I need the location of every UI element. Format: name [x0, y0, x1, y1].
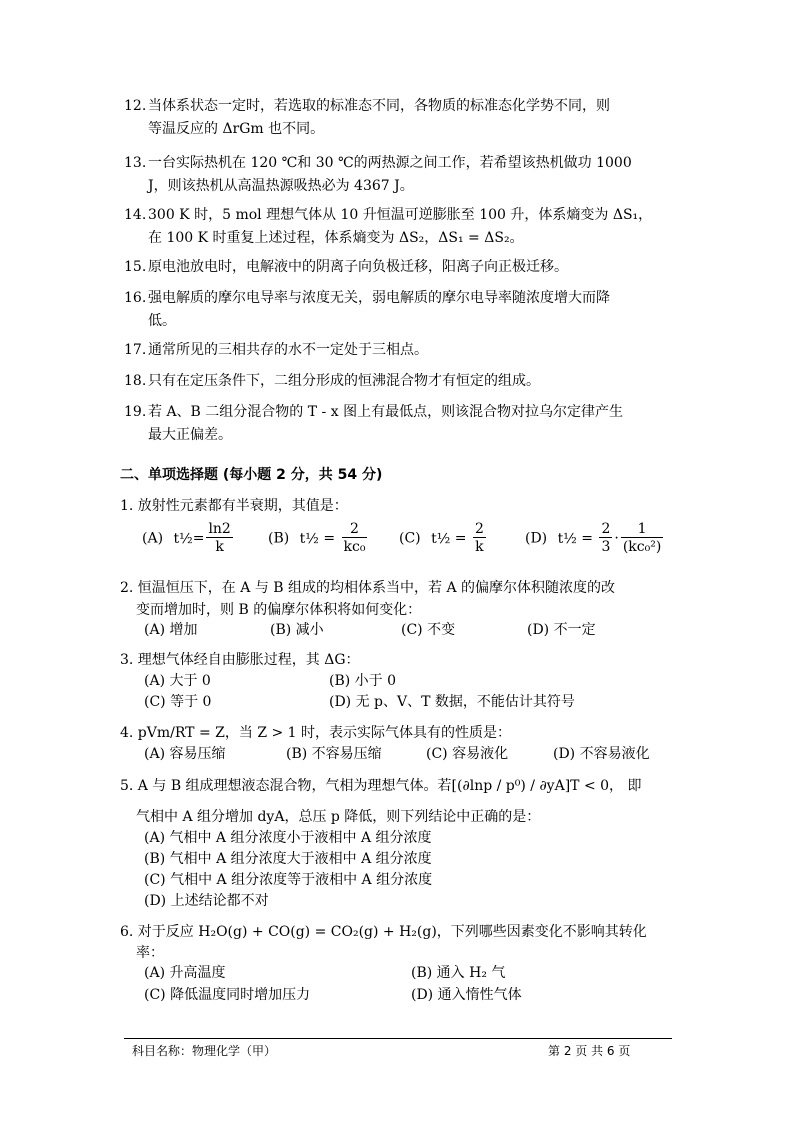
fraction: $\frac{2}{3}$ [601, 521, 611, 555]
question-3-stem: 3. 理想气体经自由膨胀过程，其 ΔG： [120, 652, 360, 668]
fraction: $\frac{\ln 2}{k}$ [208, 521, 231, 555]
statement-16-line-2: 低。 [148, 313, 176, 329]
statement-text: 只有在定压条件下，二组分形成的恒沸混合物才有恒定的组成。 [148, 373, 540, 389]
statement-19-line-2: 最大正偏差。 [148, 427, 232, 443]
footer-page-number: 第 2 页 共 6 页 [548, 1044, 631, 1058]
question-2-line-1: 2. 恒温恒压下，在 A 与 B 组成的均相体系当中，若 A 的偏摩尔体积随浓度的改 [120, 580, 616, 596]
statement-number: 14. [124, 207, 147, 223]
formula-lhs: t½ [299, 530, 319, 547]
question-6-option-c: (C) 降低温度同时增加压力 [144, 987, 311, 1003]
question-5-option-d: (D) 上述结论都不对 [144, 893, 269, 909]
statement-number: 16. [124, 290, 147, 306]
question-5-line-2: 气相中 A 组分增加 dyA，总压 p 降低，则下列结论中正确的是： [136, 809, 541, 825]
statement-text: 当体系状态一定时，若选取的标准态不同，各物质的标准态化学势不同，则 [148, 98, 610, 114]
question-4-option-d: (D) 不容易液化 [553, 746, 650, 762]
section-title: 二、单项选择题 (每小题 2 分，共 54 分) [120, 467, 383, 483]
statement-12-line-1 [124, 96, 610, 116]
statement-14-line-2: 在 100 K 时重复上述过程，体系熵变为 ΔS₂，ΔS₁ = ΔS₂。 [148, 230, 524, 246]
fraction: $\frac{2}{\text{kc₀}}$ [343, 521, 366, 555]
statement-16-line-1 [124, 288, 610, 308]
question-1-option-a: (A) t½= $\frac{\ln 2}{k}$ [142, 521, 231, 555]
statement-number: 17. [124, 342, 147, 358]
option-label: (C) [399, 530, 421, 547]
question-2-option-d: (D) 不一定 [527, 622, 596, 638]
question-2-option-a: (A) 增加 [144, 622, 198, 638]
question-2-option-c: (C) 不变 [401, 622, 456, 638]
question-3-option-a: (A) 大于 0 [144, 673, 211, 689]
statement-19-line-1 [124, 402, 623, 422]
statement-17-line-1 [124, 340, 428, 360]
statement-18-line-1 [124, 371, 540, 391]
statement-text: 强电解质的摩尔电导率与浓度无关，弱电解质的摩尔电导率随浓度增大而降 [148, 290, 610, 306]
question-5-line-1: 5. A 与 B 组成理想液态混合物，气相为理想气体。若[(∂lnp / p⁰) / ∂yA]T < 0， 即 [120, 778, 642, 794]
question-1-option-c: (C) t½ = $\frac{2}{k}$ [399, 521, 484, 555]
fraction: $\frac{2}{k}$ [474, 521, 484, 555]
statement-number: 15. [124, 259, 147, 275]
statement-12-line-2: 等温反应的 ΔrGm 也不同。 [148, 121, 325, 137]
question-1-option-d: (D) t½ = $\frac{2}{3}$ · $\frac{1}{\text{(kc₀²)}}$ [525, 521, 662, 555]
statement-13-line-1 [124, 153, 632, 173]
question-3-option-d: (D) 无 p、V、T 数据，不能估计其符号 [329, 694, 575, 710]
question-3-option-c: (C) 等于 0 [144, 694, 212, 710]
statement-number: 18. [124, 373, 147, 389]
question-2-line-2: 变而增加时，则 B 的偏摩尔体积将如何变化： [136, 602, 422, 618]
question-4-stem: 4. pVm/RT = Z，当 Z > 1 时，表示实际气体具有的性质是： [120, 725, 512, 741]
question-6-line-1: 6. 对于反应 H₂O(g) + CO(g) = CO₂(g) + H₂(g)，下列哪些因素变化不影响其转化 [120, 924, 647, 940]
question-4-option-c: (C) 容易液化 [426, 746, 509, 762]
question-1-option-b: (B) t½ = $\frac{2}{\text{kc₀}}$ [268, 521, 366, 555]
statement-text: 通常所见的三相共存的水不一定处于三相点。 [148, 342, 428, 358]
footer-divider [124, 1038, 672, 1039]
option-label: (B) [268, 530, 290, 547]
statement-14-line-1 [124, 205, 652, 225]
question-1-stem: 1. 放射性元素都有半衰期，其值是： [120, 498, 348, 514]
statement-text: 原电池放电时，电解液中的阴离子向负极迁移，阳离子向正极迁移。 [148, 259, 568, 275]
question-6-line-2: 率： [136, 945, 164, 961]
statement-text: 一台实际热机在 120 ℃和 30 ℃的两热源之间工作，若希望该热机做功 1000 [148, 155, 632, 171]
statement-text: 300 K 时，5 mol 理想气体从 10 升恒温可逆膨胀至 100 升，体系熵变为 ΔS₁， [148, 207, 653, 223]
question-5-option-c: (C) 气相中 A 组分浓度等于液相中 A 组分浓度 [144, 872, 433, 888]
formula-lhs: t½ [173, 530, 193, 547]
option-label: (D) [525, 530, 548, 547]
question-6-option-b: (B) 通入 H₂ 气 [411, 965, 506, 981]
question-6-option-a: (A) 升高温度 [144, 965, 226, 981]
formula-lhs: t½ [431, 530, 451, 547]
question-4-option-b: (B) 不容易压缩 [286, 746, 382, 762]
question-6-option-d: (D) 通入惰性气体 [411, 987, 522, 1003]
statement-text: 若 A、B 二组分混合物的 T - x 图上有最低点，则该混合物对拉乌尔定律产生 [148, 404, 624, 420]
statement-number: 12. [124, 98, 147, 114]
formula-lhs: t½ [557, 530, 577, 547]
option-label: (A) [142, 530, 164, 547]
question-3-option-b: (B) 小于 0 [329, 673, 397, 689]
question-5-option-b: (B) 气相中 A 组分浓度大于液相中 A 组分浓度 [144, 851, 432, 867]
question-5-option-a: (A) 气相中 A 组分浓度小于液相中 A 组分浓度 [144, 830, 432, 846]
footer-subject: 科目名称：物理化学（甲） [132, 1044, 277, 1058]
question-2-option-b: (B) 减小 [270, 622, 324, 638]
statement-13-line-2: J，则该热机从高温热源吸热必为 4367 J。 [148, 178, 414, 194]
fraction: $\frac{1}{\text{(kc₀²)}}$ [622, 521, 662, 555]
statement-number: 19. [124, 404, 147, 420]
question-4-option-a: (A) 容易压缩 [144, 746, 226, 762]
statement-number: 13. [124, 155, 147, 171]
statement-15-line-1 [124, 257, 568, 277]
